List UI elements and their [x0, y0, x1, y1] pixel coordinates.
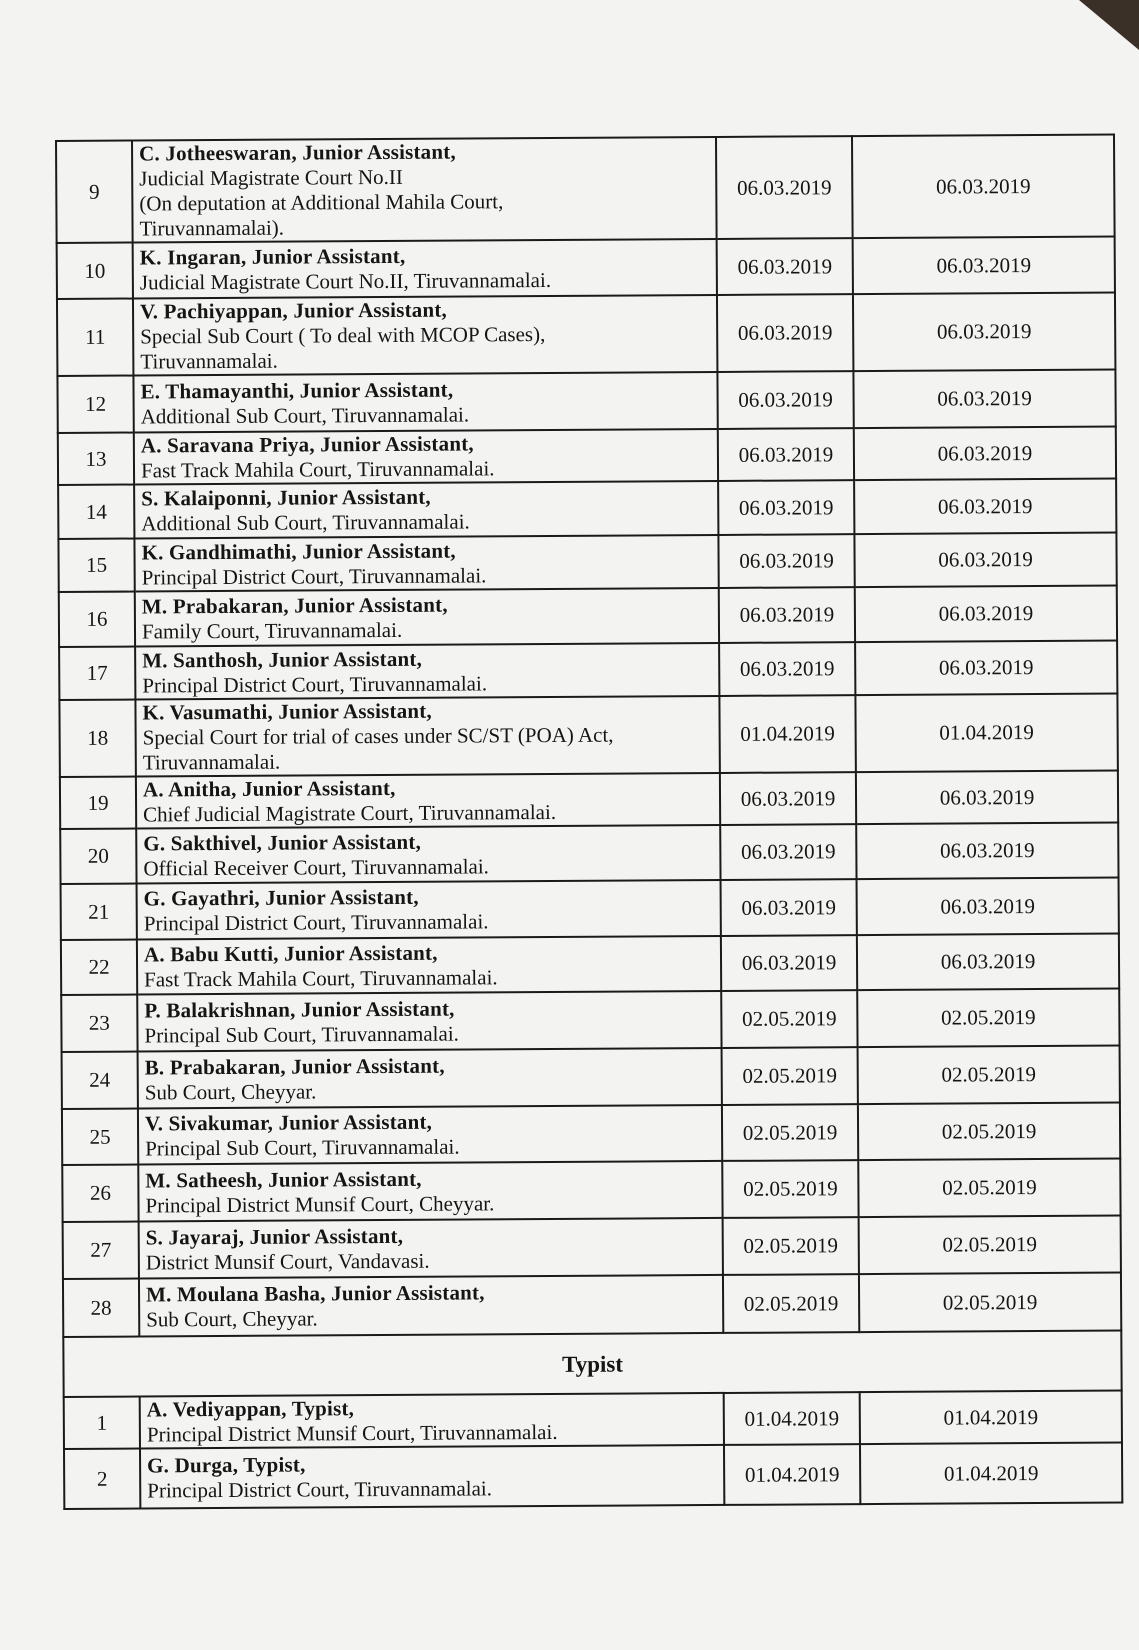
date-effective: 01.04.2019 [860, 1443, 1122, 1505]
table-row [60, 771, 1118, 829]
court-name: Principal District Munsif Court, Tiruvannamalai. [146, 1419, 558, 1447]
date-effective: 06.03.2019 [854, 479, 1116, 535]
employee-details [138, 1105, 722, 1165]
employee-details [135, 696, 719, 777]
employee-details [137, 936, 721, 995]
court-name: Principal Sub Court, Tiruvannamalai. [144, 1021, 459, 1047]
date-effective: 06.03.2019 [856, 771, 1118, 825]
court-name: Principal District Munsif Court, Cheyyar. [145, 1190, 495, 1217]
employee-details [134, 535, 718, 592]
date-of-joining: 06.03.2019 [719, 587, 855, 643]
table-row [64, 1443, 1122, 1509]
date-effective: 02.05.2019 [857, 989, 1119, 1048]
date-of-joining: 06.03.2019 [717, 294, 853, 372]
serial-number: 26 [62, 1165, 138, 1222]
court-name: Tiruvannamalai. [140, 348, 278, 374]
date-effective: 06.03.2019 [853, 237, 1115, 295]
employee-details [139, 1275, 723, 1337]
court-name: Principal Sub Court, Tiruvannamalai. [145, 1134, 460, 1161]
employee-details [137, 991, 721, 1052]
table-row [63, 1273, 1121, 1337]
court-name: Fast Track Mahila Court, Tiruvannamalai. [144, 964, 498, 991]
date-of-joining: 06.03.2019 [718, 534, 854, 588]
employee-name: A. Vediyappan, Typist, [146, 1396, 355, 1422]
table-row [63, 1216, 1121, 1279]
employee-name: S. Jayaraj, Junior Assistant, [145, 1223, 404, 1249]
court-name: Fast Track Mahila Court, Tiruvannamalai. [140, 456, 495, 483]
date-of-joining: 06.03.2019 [720, 824, 856, 880]
employee-name: G. Durga, Typist, [147, 1452, 306, 1478]
serial-number: 11 [57, 299, 133, 376]
date-effective: 02.05.2019 [858, 1159, 1120, 1218]
table-row [58, 427, 1116, 485]
court-name: Special Sub Court ( To deal with MCOP Cases), [140, 322, 546, 349]
serial-number: 20 [60, 829, 136, 884]
staff-joining-table [55, 134, 1123, 1510]
section-title: Typist [63, 1331, 1121, 1397]
employee-name: E. Thamayanthi, Junior Assistant, [140, 377, 454, 403]
serial-number: 27 [63, 1222, 139, 1279]
date-effective: 06.03.2019 [853, 293, 1115, 372]
serial-number: 2 [64, 1449, 140, 1509]
court-name: Judicial Magistrate Court No.II, Tiruvannamalai. [139, 267, 552, 295]
court-name: Tiruvannamalai). [139, 215, 285, 241]
date-effective: 06.03.2019 [855, 586, 1117, 643]
employee-details [134, 481, 718, 539]
serial-number: 10 [57, 243, 133, 299]
date-of-joining: 06.03.2019 [717, 238, 853, 295]
date-effective: 02.05.2019 [858, 1046, 1120, 1105]
court-name: Sub Court, Cheyyar. [146, 1306, 318, 1332]
date-of-joining: 06.03.2019 [718, 428, 854, 481]
employee-details [135, 588, 719, 647]
date-of-joining: 01.04.2019 [724, 1444, 860, 1505]
date-of-joining: 06.03.2019 [719, 642, 855, 696]
typist-section [63, 1331, 1121, 1397]
employee-name: A. Saravana Priya, Junior Assistant, [140, 431, 474, 458]
employee-name: M. Prabakaran, Junior Assistant, [141, 592, 448, 618]
date-effective: 06.03.2019 [856, 823, 1118, 880]
serial-number: 16 [59, 592, 135, 647]
court-name: Chief Judicial Magistrate Court, Tiruvannamalai. [143, 799, 557, 827]
employee-details [134, 429, 718, 485]
employee-details [133, 295, 717, 376]
serial-number: 14 [58, 485, 134, 539]
junior-assistant-rows [56, 135, 1121, 1337]
date-of-joining: 02.05.2019 [722, 1160, 858, 1218]
date-effective: 02.05.2019 [858, 1103, 1120, 1161]
date-of-joining: 06.03.2019 [721, 879, 857, 936]
date-effective: 06.03.2019 [854, 427, 1116, 481]
employee-details [138, 1048, 722, 1109]
employee-details [136, 773, 720, 829]
court-name: Principal District Court, Tiruvannamalai. [143, 909, 489, 936]
table-row [59, 586, 1117, 647]
employee-details [133, 239, 717, 299]
table-row [62, 1103, 1120, 1165]
date-effective: 02.05.2019 [859, 1216, 1121, 1275]
court-name: District Munsif Court, Vandavasi. [145, 1248, 430, 1274]
court-name: Tiruvannamalai. [142, 749, 281, 775]
date-effective: 06.03.2019 [853, 370, 1115, 429]
employee-name: A. Babu Kutti, Junior Assistant, [143, 940, 438, 966]
employee-details [140, 1393, 724, 1449]
employee-details [132, 137, 717, 243]
date-effective: 01.04.2019 [855, 694, 1117, 773]
date-effective: 06.03.2019 [854, 533, 1116, 588]
date-of-joining: 06.03.2019 [716, 136, 853, 239]
date-effective: 06.03.2019 [852, 135, 1115, 239]
employee-name: K. Ingaran, Junior Assistant, [139, 243, 406, 270]
table-row [56, 135, 1115, 243]
employee-name: G. Gayathri, Junior Assistant, [143, 884, 419, 911]
employee-name: K. Vasumathi, Junior Assistant, [142, 698, 432, 725]
employee-name: B. Prabakaran, Junior Assistant, [144, 1053, 445, 1079]
court-name: Principal District Court, Tiruvannamalai. [142, 670, 488, 697]
table-row [61, 989, 1119, 1052]
employee-details [137, 880, 721, 940]
date-of-joining: 02.05.2019 [722, 1104, 858, 1161]
employee-details [139, 1218, 723, 1279]
employee-details [133, 372, 717, 433]
employee-details [135, 643, 719, 700]
serial-number: 12 [57, 376, 133, 433]
typist-rows [64, 1391, 1123, 1509]
date-effective: 06.03.2019 [857, 934, 1119, 991]
serial-number: 13 [58, 433, 134, 485]
court-name: Official Receiver Court, Tiruvannamalai. [143, 853, 489, 880]
table-row [58, 479, 1116, 539]
employee-name: P. Balakrishnan, Junior Assistant, [144, 996, 455, 1022]
serial-number: 21 [61, 884, 137, 940]
court-name: Judicial Magistrate Court No.II [139, 164, 403, 191]
court-name: Principal District Court, Tiruvannamalai. [141, 562, 487, 589]
table-row [61, 934, 1119, 995]
employee-name: G. Sakthivel, Junior Assistant, [143, 829, 422, 855]
serial-number: 18 [59, 700, 135, 777]
date-of-joining: 02.05.2019 [721, 990, 857, 1048]
date-of-joining: 06.03.2019 [720, 772, 856, 825]
table-row [61, 878, 1119, 940]
date-of-joining: 02.05.2019 [722, 1047, 858, 1105]
employee-name: V. Pachiyappan, Junior Assistant, [139, 297, 448, 324]
date-of-joining: 01.04.2019 [724, 1392, 860, 1445]
table-row [64, 1391, 1122, 1449]
court-name: Principal District Court, Tiruvannamalai. [147, 1476, 493, 1503]
table-row [62, 1046, 1120, 1109]
table-row [60, 823, 1118, 884]
date-of-joining: 06.03.2019 [718, 480, 854, 535]
employee-details [136, 825, 720, 884]
table-row [59, 641, 1117, 700]
serial-number: 28 [63, 1279, 139, 1337]
employee-name: V. Sivakumar, Junior Assistant, [144, 1109, 433, 1136]
court-name: Additional Sub Court, Tiruvannamalai. [141, 509, 470, 536]
date-of-joining: 02.05.2019 [723, 1274, 859, 1333]
employee-details [140, 1445, 724, 1509]
court-name: (On deputation at Additional Mahila Court, [139, 189, 504, 216]
page-corner-shadow [1079, 0, 1139, 50]
employee-name: S. Kalaiponni, Junior Assistant, [141, 484, 431, 511]
date-of-joining: 01.04.2019 [719, 695, 855, 773]
serial-number: 9 [56, 141, 133, 243]
court-name: Family Court, Tiruvannamalai. [141, 617, 403, 643]
serial-number: 23 [61, 995, 137, 1052]
section-header-row [63, 1331, 1121, 1397]
employee-name: M. Satheesh, Junior Assistant, [145, 1166, 422, 1192]
date-effective: 06.03.2019 [855, 641, 1117, 696]
employee-name: K. Gandhimathi, Junior Assistant, [141, 538, 456, 564]
employee-name: M. Santhosh, Junior Assistant, [142, 646, 423, 672]
serial-number: 17 [59, 647, 135, 700]
serial-number: 15 [58, 539, 134, 592]
date-effective: 06.03.2019 [857, 878, 1119, 936]
serial-number: 19 [60, 777, 136, 829]
date-effective: 02.05.2019 [859, 1273, 1121, 1333]
table-row [62, 1159, 1120, 1222]
serial-number: 24 [62, 1052, 138, 1109]
date-effective: 01.04.2019 [860, 1391, 1122, 1445]
employee-name: A. Anitha, Junior Assistant, [142, 775, 396, 802]
serial-number: 22 [61, 940, 137, 995]
date-of-joining: 06.03.2019 [717, 371, 853, 429]
court-name: Additional Sub Court, Tiruvannamalai. [140, 401, 470, 428]
table-row [59, 694, 1117, 777]
table-row [58, 533, 1116, 592]
employee-name: C. Jotheeswaran, Junior Assistant, [139, 139, 456, 166]
date-of-joining: 06.03.2019 [721, 935, 857, 991]
table-row [57, 237, 1115, 299]
court-name: Special Court for trial of cases under SC/ST (POA) Act, [142, 722, 614, 750]
court-name: Sub Court, Cheyyar. [144, 1078, 317, 1104]
date-of-joining: 02.05.2019 [723, 1217, 859, 1275]
table-row [57, 370, 1115, 433]
employee-name: M. Moulana Basha, Junior Assistant, [145, 1280, 485, 1307]
serial-number: 1 [64, 1397, 140, 1449]
serial-number: 25 [62, 1109, 138, 1165]
employee-details [138, 1161, 722, 1222]
table-row [57, 293, 1115, 376]
